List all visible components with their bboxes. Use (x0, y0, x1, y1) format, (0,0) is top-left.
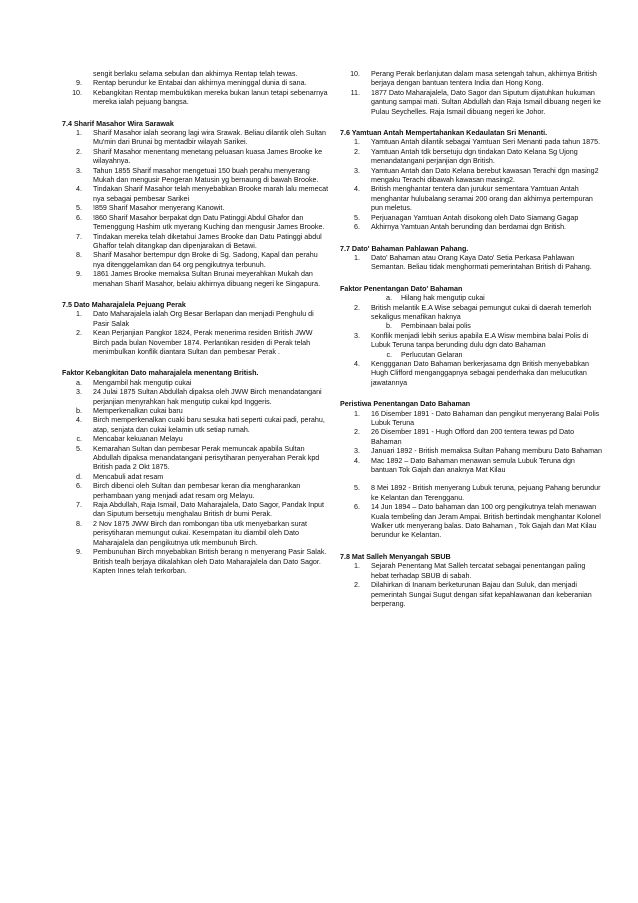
item-letter: c. (386, 350, 392, 359)
item-text: Mengambil hak mengutip cukai (93, 378, 192, 387)
list-item (340, 304, 602, 323)
item-text: 16 Disember 1891 - Dato Bahaman dan pengikut menyerang Balai Polis Lubuk Teruna (371, 409, 600, 427)
item-number: 2. (354, 428, 360, 437)
section-7-4-list (62, 129, 330, 289)
list-item (62, 329, 330, 357)
item-number: 2. (354, 303, 360, 312)
peristiwa-list (340, 410, 602, 541)
item-number: 1. (354, 409, 360, 418)
item-text: Yamtuan Antah dan Dato Kelana berebut kawasan Terachi dgn masing2 mengaku Terachi dibawah kawasan masing2. (371, 166, 599, 185)
list-item (62, 379, 330, 388)
section-heading-7-8: 7.8 Mat Salleh Menyangah SBUB (340, 552, 451, 561)
item-number: 6. (76, 213, 82, 222)
item-number: 7. (76, 232, 82, 241)
list-item (340, 148, 602, 167)
item-number: 1. (354, 562, 360, 571)
item-number: 7. (76, 501, 82, 510)
item-number: 1. (354, 138, 360, 147)
list-item (62, 204, 330, 213)
list-item (340, 360, 602, 388)
list-item (62, 482, 330, 501)
list-item (62, 233, 330, 252)
item-text: Kemarahan Sultan dan pembesar Perak memuncak apabila Sultan Abdullah dipaksa menandatangani perisytiharan penyerahan Perak kpd British pada 2 Okt 1875. (93, 444, 320, 472)
peristiwa-heading: Peristiwa Penentangan Dato Bahaman (340, 400, 471, 409)
list-item (62, 148, 330, 167)
list-item (340, 562, 602, 581)
item-text: Tindakan mereka telah diketahui James Brooke dan Datu Patinggi abdul Ghaffor telah ditangkap dan dipenjarakan di Betawi. (93, 232, 322, 250)
list-item (340, 70, 602, 89)
list-item (62, 310, 330, 329)
item-text: 2 Nov 1875 JWW Birch dan rombongan tiba utk menyebarkan surat perisytiharan memungut cukai. Kesempatan itu diambil oleh Dato Maharajalela dan pengikutnya utk membunuh Birch. (93, 519, 307, 547)
item-text: Sharif Masahor bertempur dgn Broke di Sg. Sadong, Kapal dan perahu nya ditenggelamkan dan 64 org pengikutnya terbunuh. (93, 251, 318, 269)
list-item (340, 185, 602, 213)
item-number: 10. (72, 88, 82, 97)
item-text: Pembunuhan Birch mnyebabkan British berang n menyerang Pasir Salak. British tealh berjaya dikalahkan oleh Dato Maharajalela dan Dato Sagor. Kapten Innes telah terkorban. (93, 548, 327, 575)
item-number: a. (76, 378, 82, 387)
list-item (62, 70, 330, 79)
item-text: British menghantar tentera dan jurukur sementara Yamtuan Antah menghantar hulubalang seramai 200 orang dan akhirnya pertempuran pun meletus. (371, 185, 593, 213)
item-number: 1. (76, 310, 82, 319)
item-text: Mencabar kekuanan Melayu (93, 435, 183, 444)
item-text: Rentap berundur ke Entabai dan akhirnya meninggal dunia di sana. (93, 79, 307, 88)
list-item (62, 251, 330, 270)
right-intro-list (340, 70, 602, 117)
list-item (62, 129, 330, 148)
item-number: 3. (76, 166, 82, 175)
item-letter: a. (386, 294, 392, 303)
faktor-bahaman-heading: Faktor Penentangan Dato' Bahaman (340, 284, 463, 293)
list-item (62, 548, 330, 576)
item-number: c. (76, 435, 82, 444)
item-number: 1. (76, 129, 82, 138)
item-text: Raja Abdullah, Raja Ismail, Dato Maharajalela, Dato Sagor, Pandak Input dan Siputum bersetuju menghalau British dr bumi Perak. (93, 501, 325, 519)
item-text: Yamtuan Antah tdk bersetuju dgn tindakan Dato Kelana Sg Ujong menandatangani perjanjian dgn British. (371, 147, 578, 166)
item-text: 1877 Dato Maharajalela, Dato Sagor dan Siputum dijatuhkan hukuman gantung sampai mati. Sultan Abdullah dan Raja Ismail dibuang negeri ke Pulau Seychelles. Raja Ismail dibuang negeri ke Johor. (371, 88, 601, 116)
section-7-8-list (340, 562, 602, 609)
list-item (62, 416, 330, 435)
item-text: 14 Jun 1894 – Dato bahaman dan 100 org pengikutnya telah menawan Kuala tembeling dan Jeram Ampai. British bertindak menghantar Kolonel Walker utk menyerang balas. Dato Bahaman , Tok Gajah dan Mat Kilau berundur ke Kelantan. (371, 503, 601, 540)
item-number: b. (76, 407, 82, 415)
item-number: 3. (76, 388, 82, 397)
item-number: 2. (76, 147, 82, 156)
list-item (340, 447, 602, 456)
item-number: 5. (354, 213, 360, 222)
list-item (340, 484, 602, 503)
item-number: d. (76, 472, 82, 481)
item-text: Perjuanagan Yamtuan Antah disokong oleh Dato Siamang Gagap (371, 213, 579, 222)
item-number: 6. (354, 223, 360, 232)
item-number: 4. (354, 185, 360, 194)
item-text: British melantik E.A Wise sebagai pemungut cukai di daerah temerloh sekaligus menafikan haknya (371, 303, 592, 321)
item-text: Dato' Bahaman atau Orang Kaya Dato' Setia Perkasa Pahlawan Semantan. Beliau tidak menghormati pemerintahan British di Pahang. (371, 253, 592, 272)
item-text: Perang Perak berlanjutan dalam masa setengah tahun, akhirnya British berjaya dengan bantuan tentera India dan Hong Kong. (371, 70, 597, 88)
section-7-6-list (340, 138, 602, 232)
item-number: 11. (350, 88, 360, 97)
list-item (62, 501, 330, 520)
list-item (62, 167, 330, 186)
item-text: Mencabuli adat resam (93, 472, 164, 481)
list-item (62, 435, 330, 444)
list-item (62, 473, 330, 482)
item-text: Dato Maharajalela ialah Org Besar Berlapan dan menjadi Penghulu di Pasir Salak (93, 310, 314, 328)
list-item (340, 294, 602, 303)
list-item (340, 457, 602, 476)
item-text: 24 Julai 1875 Sultan Abdullah dipaksa oleh JWW Birch menandatangani perjanjian menyrahkan hak mengutip cukai kpd Inggeris. (93, 388, 322, 406)
item-number: 2. (354, 581, 360, 590)
list-item (62, 520, 330, 548)
item-text: Kebangkitan Rentap membuktikan mereka bukan lanun tetapi sebenarnya mereka ialah pejuang bangsa. (93, 88, 328, 107)
faktor-maharajalela-list (62, 379, 330, 577)
item-text: Sejarah Penentang Mat Salleh tercatat sebagai penentangan paling hebat terhadap SBUB di sabah. (371, 562, 586, 580)
item-number: 2. (76, 329, 82, 338)
item-text: Sharif Masahor ialah seorang lagi wira Srawak. Beliau dilantik oleh Sultan Mu'min dari Brunai bg mentadbir wilayah Sarikei. (93, 129, 326, 147)
item-text: Akhirnya Yamtuan Antah berunding dan berdamai dgn British. (371, 223, 567, 232)
right-column (340, 70, 602, 609)
section-heading-7-5: 7.5 Dato Maharajalela Pejuang Perak (62, 300, 186, 309)
item-number: 2. (354, 147, 360, 156)
item-number: 9. (76, 270, 82, 279)
item-number: 4. (354, 456, 360, 465)
list-item (340, 503, 602, 541)
item-text: sengit berlaku selama sebulan dan akhirnya Rentap telah tewas. (93, 70, 298, 78)
item-number: 4. (76, 185, 82, 194)
left-intro-list (62, 70, 330, 108)
item-text: Konflik menjadi lebih serius apabila E.A Wisw membina balai Polis di Lubuk Teruna tanpa berunding dulu dgn dato Bahaman (371, 331, 589, 350)
item-number: 3. (354, 166, 360, 175)
list-item (340, 322, 602, 331)
list-item (340, 167, 602, 186)
left-column (62, 70, 330, 576)
item-text: Birch dibenci oleh Sultan dan pembesar keran dia mengharankan perhambaan yang menjadi adat resam org Melayu. (93, 482, 301, 500)
list-item (340, 214, 602, 223)
section-heading-7-6: 7.6 Yamtuan Antah Mempertahankan Kedaulatan Sri Menanti. (340, 129, 548, 138)
list-item (340, 138, 602, 147)
item-number: 3. (354, 331, 360, 340)
item-text: Mac 1892 – Dato Bahaman menawan semula Lubuk Teruna dgn bantuan Tok Gajah dan anaknya Mat Kilau (371, 456, 575, 475)
section-7-5-list (62, 310, 330, 357)
item-text: Pembinaan balai polis (401, 322, 471, 331)
list-item (62, 89, 330, 108)
item-text: Hilang hak mengutip cukai (401, 294, 485, 303)
section-heading-7-4: 7.4 Sharif Masahor Wira Sarawak (62, 119, 174, 128)
list-item (62, 214, 330, 233)
item-text: 26 Disember 1891 - Hugh Offord dan 200 tentera tewas pd Dato Bahaman (371, 428, 575, 446)
item-text: Dilahirkan di Inanam berketurunan Bajau dan Suluk, dan menjadi pemerintah Sungai Sugut dengan sifat kepahlawanan dan keberanian berperang. (371, 581, 592, 608)
item-text: Memperkenalkan cukai baru (93, 407, 183, 415)
item-text: Tindakan Sharif Masahor telah menyebabkan Brooke marah lalu memecat nya sebagai pembesar Sarikei (93, 185, 329, 203)
item-number: 5. (76, 444, 82, 453)
item-number: 5. (354, 484, 360, 493)
item-text: Birch memperkenalkan cuaki baru sesuka hati seperti cukai padi, perahu, atap, senjata dan cukai kelamin utk setiap rumah. (93, 416, 325, 434)
list-item (340, 254, 602, 273)
item-text: !859 Sharif Masahor menyerang Kanowit. (93, 204, 225, 213)
item-number: 8. (76, 251, 82, 260)
item-number: 5. (76, 204, 82, 213)
list-item (340, 428, 602, 447)
list-item (62, 270, 330, 289)
item-number: 3. (354, 447, 360, 456)
section-heading-7-7: 7.7 Dato' Bahaman Pahlawan Pahang. (340, 244, 469, 253)
item-number: 6. (354, 503, 360, 512)
item-text: !860 Sharif Masahor berpakat dgn Datu Patinggi Abdul Ghafor dan Temenggung Hashim utk myerang Kuching dan mengusir James Brooke. (93, 213, 325, 232)
item-text: Perlucutan Gelaran (401, 350, 463, 359)
item-number: 9. (76, 548, 82, 557)
list-item (340, 581, 602, 609)
item-text: Yamtuan Antah dilantik sebagai Yamtuan Seri Menanti pada tahun 1875. (371, 138, 601, 147)
list-item (340, 89, 602, 117)
item-text: Tahun 1855 Sharif masahor mengetuai 150 buah perahu menyerang Mukah dan mengusir Pengeran Matusin yg bernaung di bawah Brooke. (93, 166, 319, 185)
item-letter: b. (386, 322, 392, 331)
item-number: 10. (350, 70, 360, 78)
item-number: 6. (76, 482, 82, 491)
item-text: 8 Mei 1892 - British menyerang Lubuk teruna, pejuang Pahang berundur ke Kelantan dan Terengganu. (371, 484, 601, 502)
item-number: 1. (354, 253, 360, 262)
list-item (340, 351, 602, 360)
list-item (340, 410, 602, 429)
item-text: Januari 1892 - British memaksa Sultan Pahang memburu Dato Bahaman (371, 447, 603, 456)
item-number: 4. (354, 359, 360, 368)
section-7-7-list (340, 254, 602, 273)
item-text: 1861 James Brooke memaksa Sultan Brunai meyerahkan Mukah dan menahan Sharif Masahor, belaiu akhirnya dibuang negeri ke Singapura. (93, 270, 321, 288)
item-number (62, 70, 93, 79)
faktor-bahaman-list (340, 294, 602, 388)
item-text: Sharif Masahor menentang menetang peluasan kuasa James Brooke ke wilayahnya. (93, 147, 323, 166)
list-item (340, 332, 602, 351)
list-item (62, 388, 330, 407)
item-number: 9. (76, 79, 82, 88)
list-item (62, 445, 330, 473)
list-item (62, 79, 330, 88)
list-item (340, 223, 602, 232)
item-number: 8. (76, 519, 82, 528)
list-item (62, 407, 330, 416)
item-number: 4. (76, 416, 82, 425)
list-item (62, 185, 330, 204)
item-text: Kenggganan Dato Bahaman berkerjasama dgn British menyebabkan Hugh Clifford menganggapnya sebagai penderhaka dan melucutkan jawatannya (371, 359, 589, 387)
faktor-maharajalela-heading: Faktor Kebangkitan Dato maharajalela menentang British. (62, 369, 259, 378)
item-text: Kean Perjanjian Pangkor 1824, Perak menerima residen British JWW Birch pada bulan November 1874. Perlantikan residen di Perak telah menimbulkan konflik diantara Sultan dan pembesar Perak . (93, 329, 313, 356)
